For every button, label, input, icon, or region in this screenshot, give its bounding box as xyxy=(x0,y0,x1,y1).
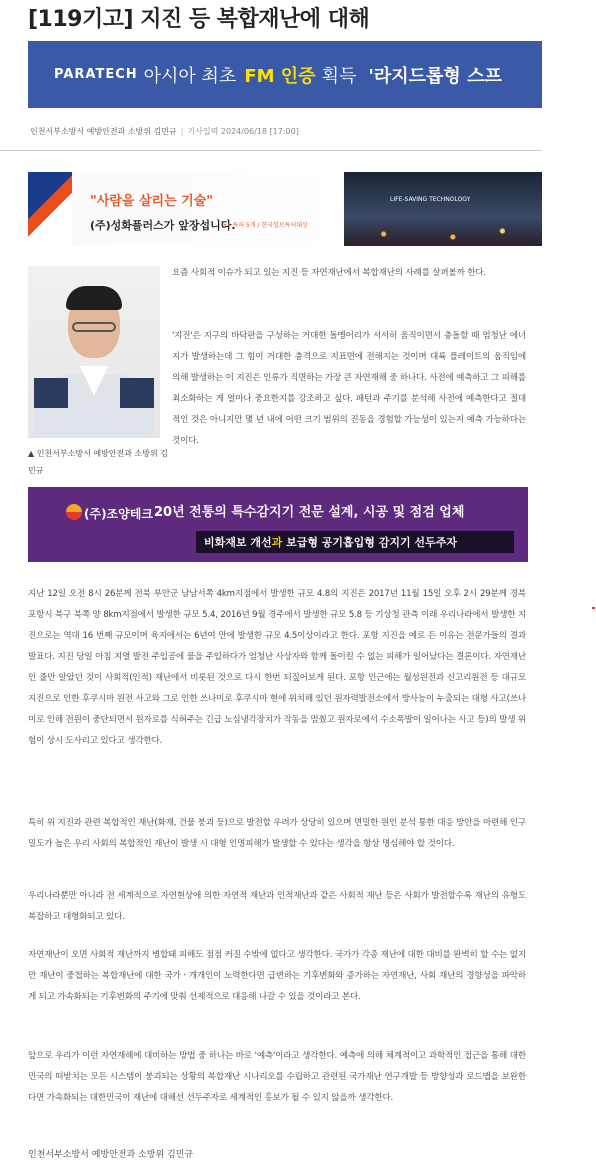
publish-date: 기사입력 2024/06/18 [17:00] xyxy=(187,127,299,136)
ad-left-panel xyxy=(28,172,342,246)
red-mark xyxy=(592,607,595,609)
shoulder-patch-left xyxy=(34,378,68,408)
body-paragraph: 지난 12일 오전 8시 26분께 전북 부안군 남남서쪽 4km지점에서 발생한 규모 4.8의 지진은 2017년 11월 15일 오후 2시 29분께 경북 포항시 북구 북쪽 양 8km지점에서 발생한 규모 5.4, 2016년 9월 경주에서 발생한 규모 5.8 등 기상청 관측 이래 우리나라에서 발생한 지진으로는 역대 16 번째 규모이며 육지에서는 6년여 만에 발생한 규모 4.5이상이라고 한다. 포항 지진을 예로 든 이유는 전문가들의 결과 발표다. 지진 당일 아침 지열 발전 주입공에 물을 주입하다가 엄청난 사상자와 함께 돌이킬 수 없는 피해가 일어났다는 결론이다. 자연재난인 줄만 알았던 것이 사회적(인적) 재난에서 비롯된 것으로 다시 한번 되짚어보게 된다. 포항 인근에는 월성원전과 신고리원전 등 대규모 지진으로 인한 후쿠시마 원전 사고와 그로 인한 쓰나미로 후쿠시마 현에 위치해 있던 원자력발전소에서 방사능이 누출되는 대형 사고(쓰나미로 인해 전원이 중단되면서 원자로를 식혀주는 긴급 노심냉각장치가 작동을 멈췄고 원자로에서 수소폭발이 일어나는 사고 등)의 발생 위험이 상시 도사리고 있다고 생각한다. xyxy=(28,589,526,746)
body-paragraph: 우리나라뿐만 아니라 전 세계적으로 자연현상에 의한 자연적 재난과 인적재난과 같은 사회적 재난 등은 사회가 발전할수록 재난의 유형도 복잡하고 대형화되고 있다. xyxy=(28,891,526,922)
article-byline xyxy=(30,126,299,137)
article-title: [119기고] 지진 등 복합재난에 대해 xyxy=(28,7,370,32)
author-photo xyxy=(28,266,160,438)
author: 인천서부소방서 예방안전과 소방위 김민규 xyxy=(30,127,177,136)
city-lights xyxy=(344,216,542,246)
ad-patent: ••• 특허 5개 / 한국일보특허대상 xyxy=(220,222,308,229)
ad-company: (주)성화플러스가 앞장섭니다. xyxy=(90,219,236,232)
tagline-part: 보급형 공기흡입형 감지기 선두주자 xyxy=(286,536,457,549)
paratech-logo: PARATECH xyxy=(54,67,138,82)
ad-tagline-bar xyxy=(196,531,514,553)
shoulder-patch-right xyxy=(120,378,154,408)
ad-tagline xyxy=(204,534,457,550)
ad-city-photo xyxy=(344,172,542,246)
body-paragraph: 특히 위 지진과 관련 복합적인 재난(화재, 건물 붕괴 등)으로 발전할 우려가 상당히 있으며 면밀한 원인 분석 통한 대응 방안을 마련해 인구밀도가 높은 우리 사회의 복합적인 재난이 발생 시 대형 인명피해가 발생할 수 있다는 생각을 항상 명심해야 할 것이다. xyxy=(28,818,526,849)
ad-logo-text: (주)조양테크 xyxy=(84,507,153,521)
photo-caption: ▲ 인천서부소방서 예방안전과 소방위 김민규 xyxy=(28,449,168,475)
article-signoff: 인천서부소방서 예방안전과 소방위 김민규 xyxy=(28,1150,194,1160)
ad-text-bold: '라지드롭형 스프 xyxy=(368,65,502,87)
ad-logo-area xyxy=(28,487,153,562)
ad-stripe-graphic xyxy=(28,172,72,246)
intro-paragraph: 요즘 사회적 이슈가 되고 있는 지진 등 자연재난에서 복합재난의 사례를 살펴볼까 한다. xyxy=(172,268,486,278)
joyang-banner-ad[interactable] xyxy=(28,487,528,562)
divider xyxy=(0,150,542,151)
ad-headline: 20년 전통의 특수감지기 전문 설계, 시공 및 점검 업체 xyxy=(154,505,465,520)
ad-highlight: FM 인증 xyxy=(244,65,316,87)
logo-icon xyxy=(66,504,82,520)
ad-text: 획득 xyxy=(321,65,357,87)
sunghwa-banner-ad[interactable] xyxy=(28,172,542,246)
ad-text: 아시아 최초 xyxy=(143,65,237,87)
ad-slogan: "사람을 살리는 기술" xyxy=(90,194,214,209)
body-paragraph: 앞으로 우리가 이런 자연재해에 대비하는 방법 중 하나는 바로 '예측'이라고 생각한다. 예측에 의해 체계적이고 과학적인 접근을 통해 대한민국의 떠받치는 모든 시스템이 붕괴되는 상황의 복합재난 시나리오를 수립하고 관련된 국가재난 연구개발 등 방향성과 로드맵을 보완한다면 가속화되는 대한민국이 재난에 대해선 선두주자로 세계적인 홍보가 될 수 있지 않을까 생각한다. xyxy=(28,1051,526,1103)
byline-separator: | xyxy=(180,127,184,136)
body-paragraph: 자연재난이 오면 사회적 재난까지 병합돼 피해도 점점 커질 수밖에 없다고 생각한다. 국가가 각종 재난에 대한 대비를 완벽히 할 수는 없지만 재난이 중첩하는 복합재난에 대한 국가ㆍ개개인이 노력한다면 급변하는 기후변화와 증가하는 자연재난, 사회 재난의 경향성을 파악하게 되고 가속화되는 기후변화의 주기에 맞춰 선제적으로 대응해 나갈 수 있을 것이라고 본다. xyxy=(28,950,526,1002)
tagline-part: 비화재보 개선 xyxy=(204,536,272,549)
intro-paragraph: '지진'은 지구의 바닥판을 구성하는 거대한 돌멩어리가 서서히 움직이면서 충돌할 때 엄청난 에너지가 발생하는데 그 힘이 거대한 충격으로 지표면에 전해지는 것이며 대륙 플레이트의 움직임에 의해 발생하는 이 지진은 인류가 직면하는 가장 큰 자연재해 중 하나다. 사전에 예측하고 그 피해를 최소화하는 게 얼마나 중요한지를 강조하고 싶다. 패턴과 주기를 분석해 사전에 예측한다고 절대적인 것은 아니지만 몇 년 내에 어떤 크기 범위의 진동을 경험할 가능성이 있는지 예측 가능하다는 것이다. xyxy=(172,331,526,446)
ad-photo-text: LIFE-SAVING TECHNOLOGY xyxy=(390,196,471,203)
tagline-part: 과 xyxy=(271,536,287,549)
glasses xyxy=(72,322,116,332)
hair xyxy=(66,286,122,310)
paratech-banner-ad[interactable] xyxy=(28,41,542,108)
